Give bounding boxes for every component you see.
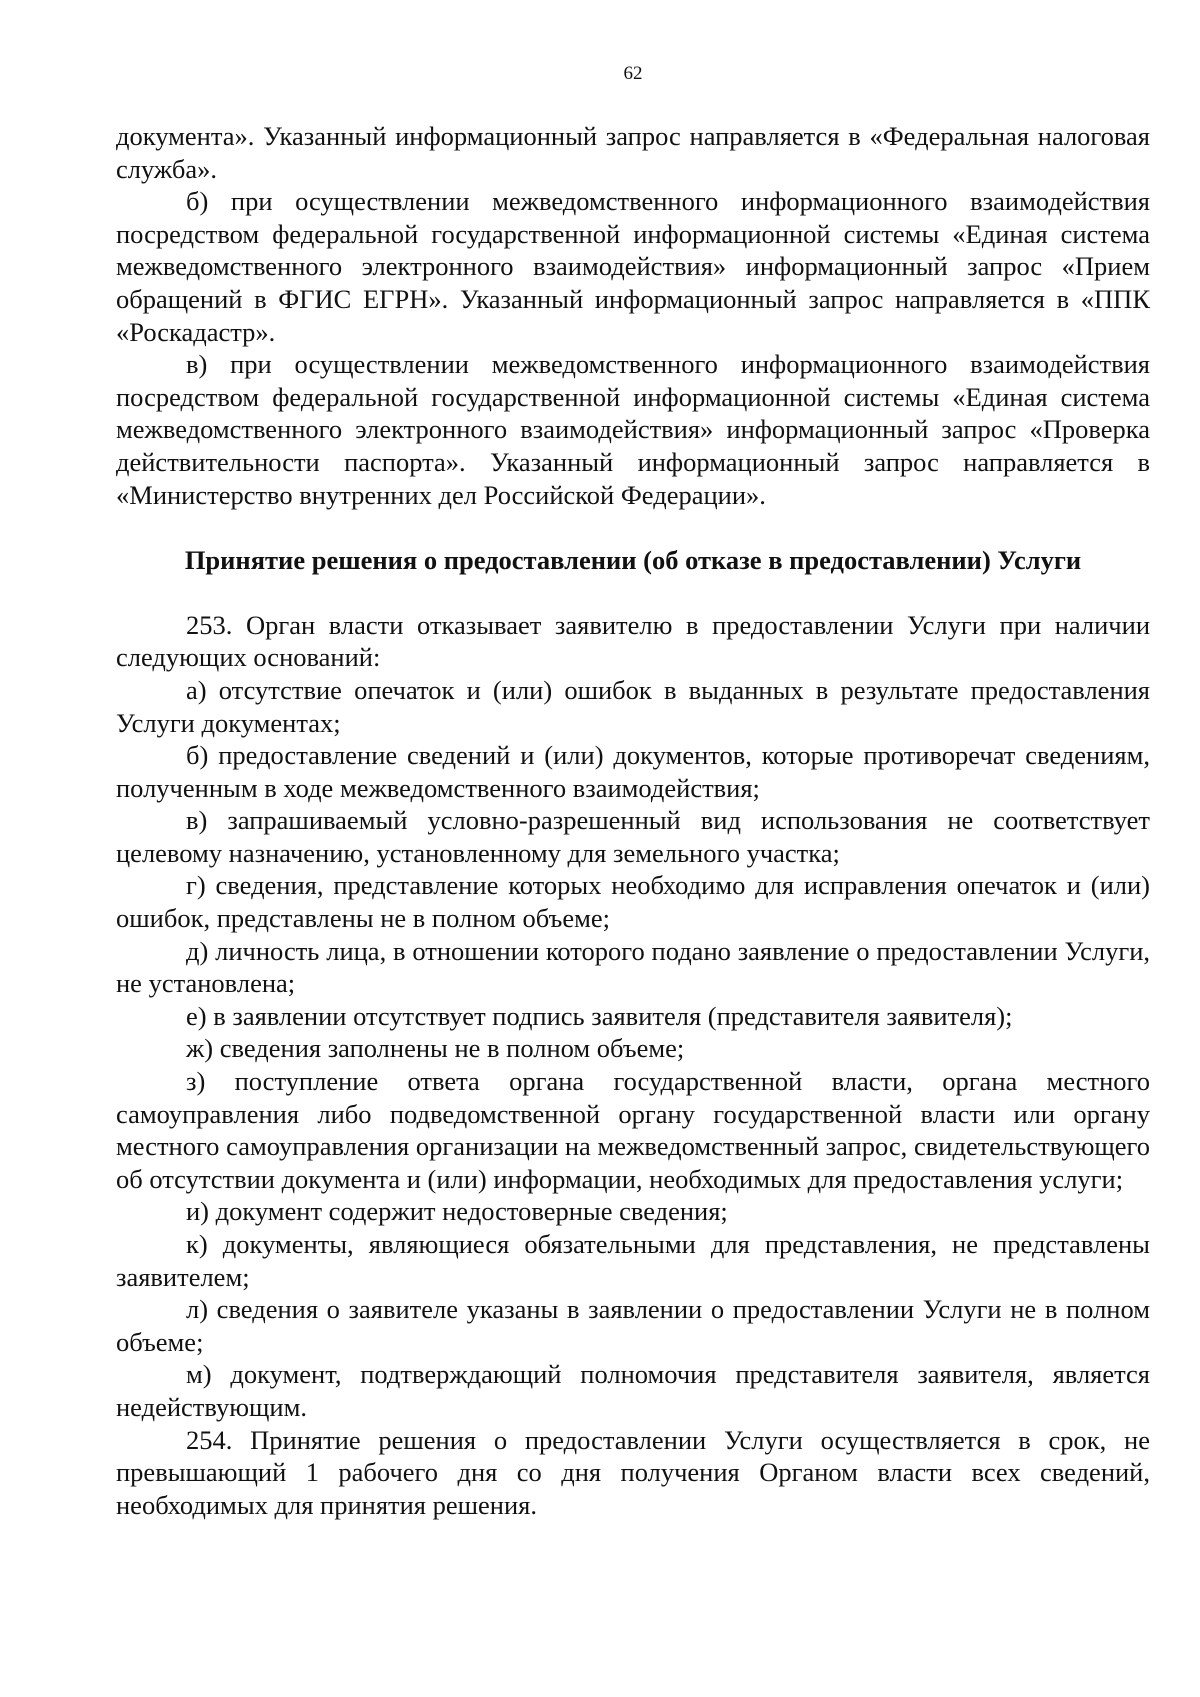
- list-item-k: к) документы, являющиеся обязательными для представления, не представлены заявителем;: [116, 1229, 1150, 1292]
- list-item-b: б) предоставление сведений и (или) документов, которые противоречат сведениям, полученным в ходе межведомственного взаимодействия;: [116, 740, 1150, 803]
- list-item-l: л) сведения о заявителе указаны в заявлении о предоставлении Услуги не в полном объеме;: [116, 1294, 1150, 1357]
- list-item-e: е) в заявлении отсутствует подпись заявителя (представителя заявителя);: [186, 1000, 1013, 1031]
- paragraph-item-b: б) при осуществлении межведомственного информационного взаимодействия посредством федеральной государственной информационной системы «Единая система межведомственного электронного взаимодействия» информационный запрос «Прием обращений в ФГИС ЕГРН». Указанный информационный запрос направляется в «ППК «Роскадастр».: [116, 186, 1150, 347]
- list-item-zh: ж) сведения заполнены не в полном объеме;: [186, 1033, 685, 1064]
- document-page: [116, 62, 1150, 1521]
- list-item-m: м) документ, подтверждающий полномочия представителя заявителя, является недействующим.: [116, 1359, 1150, 1422]
- list-item-d: д) личность лица, в отношении которого подано заявление о предоставлении Услуги, не установлена;: [116, 935, 1150, 999]
- list-item-g: г) сведения, представление которых необходимо для исправления опечаток и (или) ошибок, представлены не в полном объеме;: [116, 870, 1150, 934]
- paragraph-253: 253. Орган власти отказывает заявителю в предоставлении Услуги при наличии следующих оснований:: [116, 609, 1150, 673]
- list-item-v: в) запрашиваемый условно-разрешенный вид использования не соответствует целевому назначению, установленному для земельного участка;: [116, 805, 1150, 868]
- section-heading: Принятие решения о предоставлении (об отказе в предоставлении) Услуги: [184, 545, 1082, 576]
- paragraph-item-v: в) при осуществлении межведомственного информационного взаимодействия посредством федеральной государственной информационной системы «Единая система межведомственного электронного взаимодействия» информационный запрос «Проверка действительности паспорта». Указанный информационный запрос направляется в «Министерство внутренних дел Российской Федерации».: [116, 349, 1150, 510]
- list-item-a: а) отсутствие опечаток и (или) ошибок в выданных в результате предоставления Услуги документах;: [116, 674, 1150, 738]
- list-item-z: з) поступление ответа органа государственной власти, органа местного самоуправления либо подведомственной органу государственной власти или органу местного самоуправления организации на межведомственный запрос, свидетельствующего об отсутствии документа и (или) информации, необходимых для предоставления услуги;: [116, 1066, 1150, 1194]
- page-number: 62: [623, 63, 643, 84]
- list-item-i: и) документ содержит недостоверные сведения;: [186, 1196, 728, 1227]
- paragraph-continuation: документа». Указанный информационный запрос направляется в «Федеральная налоговая служба».: [116, 121, 1150, 184]
- paragraph-254: 254. Принятие решения о предоставлении Услуги осуществляется в срок, не превышающий 1 рабочего дня со дня получения Органом власти всех сведений, необходимых для принятия решения.: [116, 1424, 1150, 1520]
